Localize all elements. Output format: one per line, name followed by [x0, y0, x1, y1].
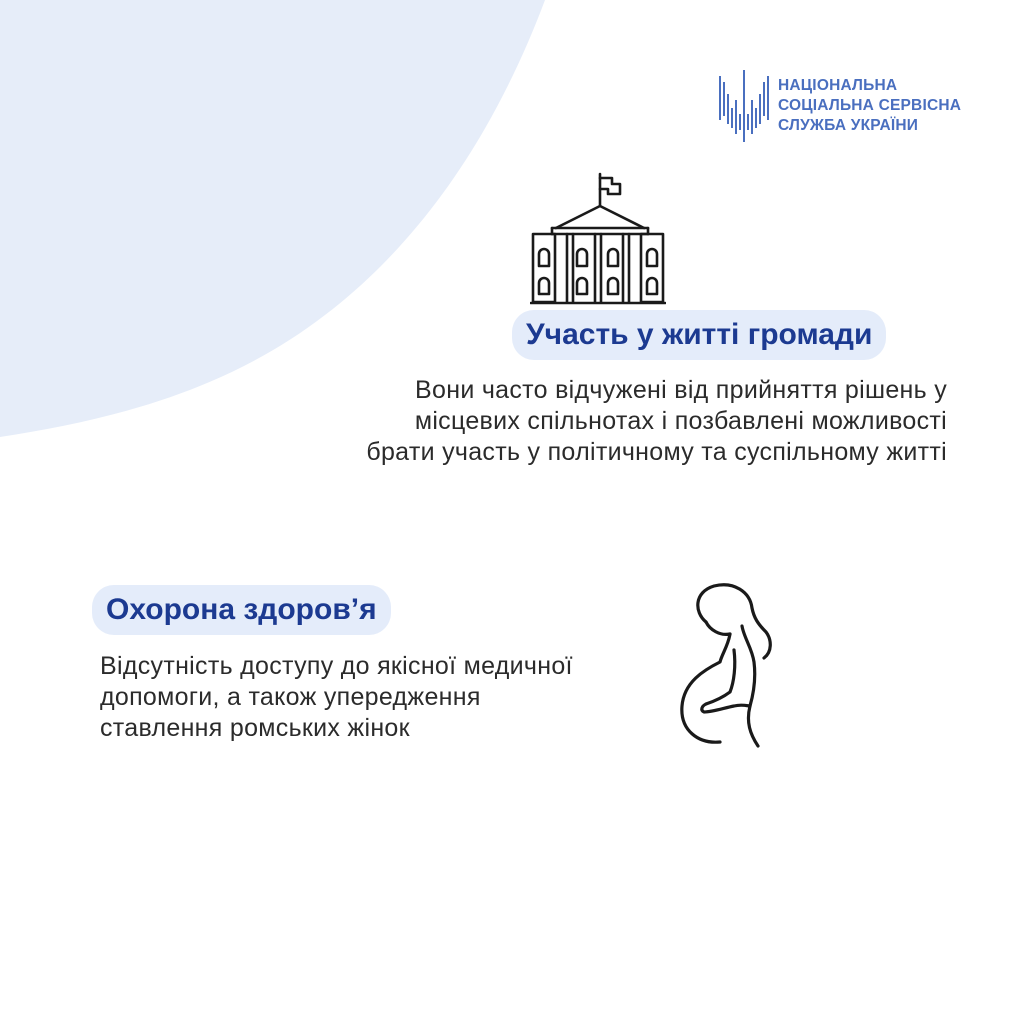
community-line-1: Вони часто відчужені від прийняття рішень у: [415, 376, 947, 404]
health-line-3: ставлення ромських жінок: [100, 714, 410, 742]
logo-line-3: СЛУЖБА УКРАЇНИ: [778, 117, 919, 134]
health-line-2: допомоги, а також упередження: [100, 683, 481, 711]
section-heading-community: Участь у житті громади: [512, 310, 886, 360]
logo-line-2: СОЦІАЛЬНА СЕРВІСНА: [778, 97, 962, 114]
health-line-1: Відсутність доступу до якісної медичної: [100, 652, 573, 680]
community-line-2: місцевих спільнотах і позбавлені можливості: [414, 407, 947, 435]
section-heading-health: Охорона здоров’я: [92, 585, 391, 635]
community-line-3: брати участь у політичному та суспільному житті: [366, 438, 947, 466]
section-text-health: [100, 651, 573, 744]
government-building-icon: [530, 172, 666, 306]
ukraine-trident-barcode-logo: [716, 70, 772, 142]
pregnant-woman-icon: [676, 582, 776, 748]
logo: [716, 70, 961, 142]
logo-text: [778, 76, 961, 136]
logo-line-1: НАЦІОНАЛЬНА: [778, 77, 898, 94]
section-text-community: [366, 375, 947, 468]
